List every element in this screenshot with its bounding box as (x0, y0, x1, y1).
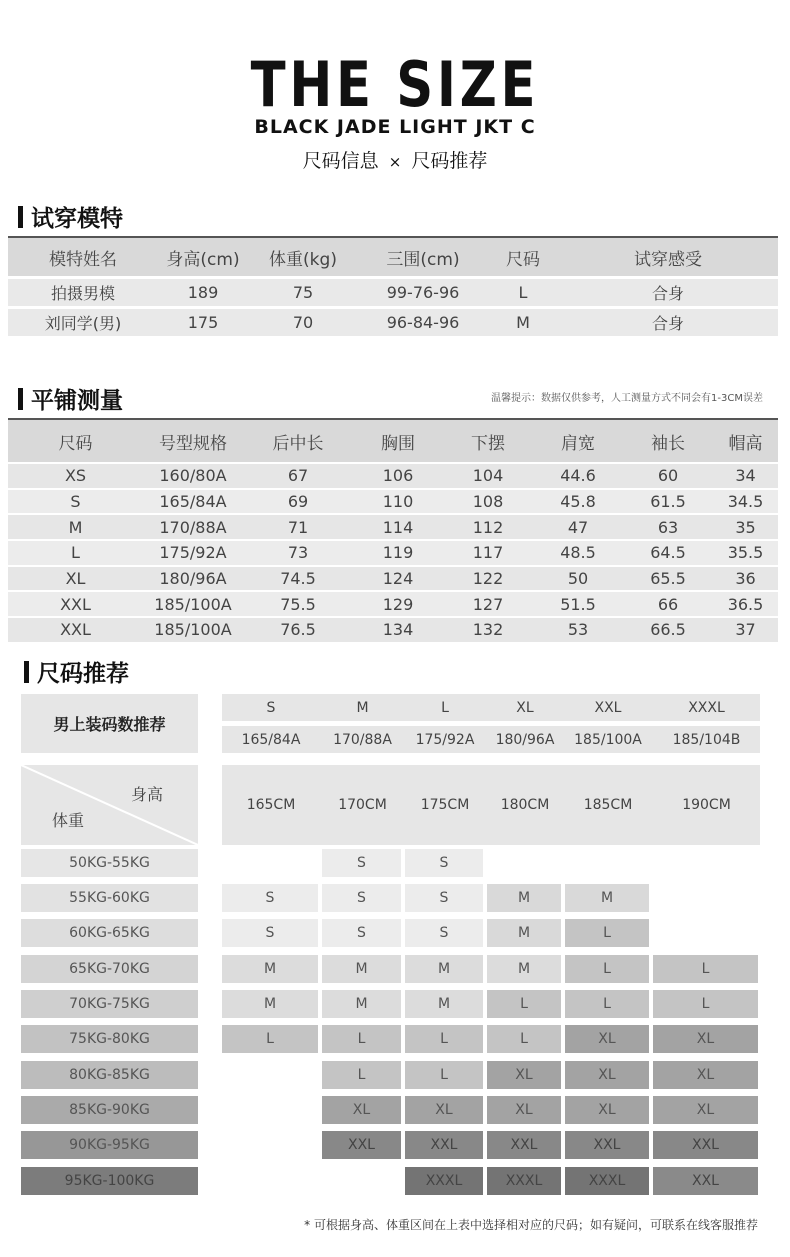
size-recommend-cell: S (222, 919, 318, 947)
measure-row (8, 541, 778, 565)
size-recommend-cell: S (222, 884, 318, 912)
measure-cell: 34 (735, 466, 756, 486)
recommend-section-title (24, 655, 129, 688)
measure-cell: S (70, 492, 81, 512)
size-recommend-cell: XXL (487, 1131, 561, 1159)
measure-cell: 106 (382, 466, 414, 486)
height-axis-label: 身高 (130, 784, 163, 804)
model-cell: 175 (187, 313, 219, 332)
measure-cell: 35.5 (727, 543, 764, 563)
measure-header-cell: 后中长 (272, 433, 324, 454)
size-recommend-cell: XL (653, 1061, 758, 1089)
measure-cell: XXL (60, 620, 91, 640)
measure-cell: 61.5 (650, 492, 686, 512)
size-recommend-cell: M (487, 884, 561, 912)
model-cell: 刘同学(男) (44, 314, 122, 333)
height-cell: 170CM (338, 797, 387, 813)
measure-cell: 76.5 (280, 620, 316, 640)
model-row (8, 279, 778, 306)
measure-cell: 185/100A (154, 620, 232, 640)
size-recommend-cell: S (405, 849, 483, 877)
size-recommend-cell: L (322, 1025, 401, 1053)
model-cell: 99-76-96 (386, 283, 460, 302)
model-section-title (18, 200, 123, 233)
measure-cell: 48.5 (560, 543, 596, 563)
measure-row (8, 515, 778, 539)
weight-range-cell: 50KG-55KG (21, 849, 198, 877)
size-recommend-cell: M (222, 990, 318, 1018)
size-recommend-cell: XXXL (565, 1167, 649, 1195)
model-cell: L (518, 283, 528, 302)
measure-header-cell: 下摆 (471, 433, 505, 454)
measure-cell: 53 (567, 620, 589, 640)
measure-cell: 119 (382, 543, 414, 563)
model-cell: 96-84-96 (386, 313, 460, 332)
measure-cell: 36.5 (727, 594, 764, 614)
spec-cell: 170/88A (333, 731, 392, 748)
height-cell: 185CM (583, 797, 633, 813)
measure-cell: 34.5 (727, 492, 764, 512)
measure-row (8, 618, 778, 642)
height-cell: 180CM (500, 797, 550, 813)
model-header-cell: 体重(kg) (269, 249, 337, 270)
spec-cell: 185/100A (574, 731, 642, 748)
model-cell: 拍摄男模 (50, 284, 115, 303)
measure-cell: 112 (472, 517, 504, 537)
measure-cell: 66 (657, 594, 679, 614)
weight-range-cell: 95KG-100KG (21, 1167, 198, 1195)
footnote: * 可根据身高、体重区间在上表中选择相对应的尺码；如有疑问，可联系在线客服推荐 (304, 1218, 758, 1232)
model-header-cell: 试穿感受 (634, 249, 702, 270)
measure-row (8, 592, 778, 616)
size-cell: XL (516, 699, 534, 716)
measure-cell: 63 (657, 517, 679, 537)
measure-header-row (8, 420, 778, 462)
size-recommend-cell: L (487, 1025, 561, 1053)
model-header-cell: 尺码 (506, 249, 540, 270)
measure-cell: XS (64, 466, 87, 486)
size-recommend-cell: XXL (565, 1131, 649, 1159)
size-recommend-cell: XXL (653, 1167, 758, 1195)
size-recommend-cell: L (322, 1061, 401, 1089)
spec-cell: 185/104B (672, 731, 741, 748)
size-recommend-cell: XL (565, 1096, 649, 1124)
size-cell: S (266, 699, 276, 716)
size-recommend-cell: M (322, 955, 401, 983)
measure-cell: 114 (382, 517, 414, 537)
recommend-label: 男上装码数推荐 (21, 694, 198, 753)
measure-cell: XXL (60, 594, 91, 614)
size-recommend-cell: XL (487, 1061, 561, 1089)
size-recommend-cell: L (565, 919, 649, 947)
size-recommend-cell: XXXL (405, 1167, 483, 1195)
measure-cell: 69 (287, 492, 309, 512)
measure-cell: 71 (287, 517, 309, 537)
height-cell: 190CM (682, 797, 731, 813)
page-title: THE SIZE (250, 48, 540, 121)
weight-axis-label: 体重 (51, 810, 84, 830)
measure-cell: 64.5 (650, 543, 686, 563)
measure-cell: 50 (567, 569, 589, 589)
measure-cell: 110 (382, 492, 414, 512)
section-bar (18, 206, 23, 228)
weight-range-cell: 70KG-75KG (21, 990, 198, 1018)
size-recommend-cell: L (405, 1061, 483, 1089)
measure-cell: 170/88A (159, 517, 227, 537)
size-recommend-cell: M (405, 955, 483, 983)
measure-header-cell: 尺码 (58, 433, 93, 454)
size-recommend-cell: XXL (405, 1131, 483, 1159)
header-cn-b: 尺码推荐 (411, 150, 488, 172)
weight-range-cell: 65KG-70KG (21, 955, 198, 983)
size-recommend-cell: S (322, 884, 401, 912)
measure-row (8, 567, 778, 591)
size-recommend-cell: XL (653, 1096, 758, 1124)
header-cn-a: 尺码信息 (302, 150, 379, 172)
measure-cell: 67 (287, 466, 309, 486)
measure-cell: 36 (735, 569, 756, 589)
measure-cell: 75.5 (280, 594, 316, 614)
measure-cell: 175/92A (159, 543, 227, 563)
measure-cell: 104 (472, 466, 504, 486)
measure-cell: 47 (567, 517, 589, 537)
size-recommend-cell: L (653, 955, 758, 983)
size-recommend-cell: XXL (322, 1131, 401, 1159)
size-recommend-cell: S (405, 884, 483, 912)
model-header-cell: 身高(cm) (166, 249, 240, 270)
measure-cell: 45.8 (560, 492, 596, 512)
measure-cell: 51.5 (560, 594, 596, 614)
measure-cell: 122 (472, 569, 504, 589)
measure-cell: 160/80A (159, 466, 227, 486)
size-recommend-cell: XL (565, 1025, 649, 1053)
weight-range-cell: 55KG-60KG (21, 884, 198, 912)
size-recommend-cell: M (487, 919, 561, 947)
size-recommend-cell: XL (322, 1096, 401, 1124)
measure-header-cell: 胸围 (381, 433, 415, 454)
measure-cell: 60 (657, 466, 679, 486)
size-recommend-cell: XXL (653, 1131, 758, 1159)
measure-cell: 132 (472, 620, 504, 640)
size-recommend-cell: S (322, 849, 401, 877)
size-recommend-cell: M (222, 955, 318, 983)
measure-header-cell: 袖长 (651, 433, 685, 454)
measure-header-cell: 帽高 (728, 433, 763, 454)
measure-cell: 35 (735, 517, 756, 537)
recommend-section-label: 尺码推荐 (37, 661, 129, 687)
model-cell: M (516, 313, 530, 332)
product-name: BLACK JADE LIGHT JKT C (254, 116, 536, 138)
header-cn-x: × (388, 153, 402, 171)
model-section-label: 试穿模特 (31, 206, 123, 232)
model-header-row (8, 238, 778, 276)
model-cell: 70 (292, 313, 314, 332)
measure-cell: 134 (382, 620, 414, 640)
size-recommend-cell: XL (565, 1061, 649, 1089)
size-recommend-cell: XL (653, 1025, 758, 1053)
size-cell: XXXL (688, 699, 725, 716)
measure-cell: 73 (287, 543, 309, 563)
size-recommend-cell: L (565, 990, 649, 1018)
measure-cell: 185/100A (154, 594, 232, 614)
size-recommend-cell: M (322, 990, 401, 1018)
size-recommend-cell: M (565, 884, 649, 912)
size-cell: XXL (594, 699, 622, 716)
measure-table (8, 420, 778, 644)
measure-note: 温馨提示：数据仅供参考，人工测量方式不同会有1-3CM误差 (491, 393, 763, 404)
size-recommend-cell: L (653, 990, 758, 1018)
spec-cell: 165/84A (241, 731, 301, 748)
size-recommend-cell: XL (405, 1096, 483, 1124)
measure-cell: 117 (472, 543, 504, 563)
size-recommend-cell: L (222, 1025, 318, 1053)
size-recommend-cell: L (405, 1025, 483, 1053)
measure-cell: 44.6 (560, 466, 596, 486)
measure-cell: 66.5 (650, 620, 686, 640)
measure-row (8, 490, 778, 514)
weight-range-cell: 80KG-85KG (21, 1061, 198, 1089)
measure-cell: 37 (735, 620, 756, 640)
measure-section-label: 平铺测量 (31, 388, 123, 414)
size-cell: M (356, 699, 369, 716)
section-bar (18, 388, 23, 410)
height-cell: 165CM (246, 797, 296, 813)
size-recommend-cell: L (565, 955, 649, 983)
measure-row (8, 464, 778, 488)
weight-range-cell: 75KG-80KG (21, 1025, 198, 1053)
spec-cell: 175/92A (415, 731, 475, 748)
size-recommend-cell: S (405, 919, 483, 947)
section-bar (24, 661, 29, 683)
size-cell: L (441, 699, 449, 716)
size-recommend-cell: M (487, 955, 561, 983)
header-cn-line (0, 146, 790, 173)
size-recommend-cell: S (322, 919, 401, 947)
measure-cell: 165/84A (159, 492, 227, 512)
measure-cell: L (71, 543, 80, 563)
model-cell: 合身 (651, 284, 684, 303)
measure-header-cell: 号型规格 (159, 433, 227, 454)
measure-cell: M (68, 517, 83, 537)
measure-cell: 129 (382, 594, 414, 614)
model-row (8, 309, 778, 336)
measure-cell: 127 (472, 594, 504, 614)
model-cell: 75 (292, 283, 314, 302)
measure-cell: 108 (472, 492, 504, 512)
weight-range-cell: 85KG-90KG (21, 1096, 198, 1124)
measure-header-cell: 肩宽 (561, 433, 595, 454)
size-recommend-cell: XXXL (487, 1167, 561, 1195)
measure-cell: XL (65, 569, 86, 589)
measure-cell: 74.5 (280, 569, 316, 589)
spec-cell: 180/96A (495, 731, 555, 748)
model-header-cell: 模特姓名 (49, 249, 117, 270)
size-recommend-cell: XL (487, 1096, 561, 1124)
size-recommend-cell: L (487, 990, 561, 1018)
weight-range-cell: 90KG-95KG (21, 1131, 198, 1159)
size-recommend-cell: M (405, 990, 483, 1018)
measure-cell: 180/96A (159, 569, 227, 589)
model-header-cell: 三围(cm) (386, 249, 460, 270)
measure-section-title (18, 382, 123, 415)
model-table (8, 238, 778, 339)
model-cell: 189 (187, 283, 219, 302)
height-cell: 175CM (420, 797, 470, 813)
weight-range-cell: 60KG-65KG (21, 919, 198, 947)
model-cell: 合身 (651, 314, 684, 333)
measure-cell: 65.5 (650, 569, 686, 589)
measure-cell: 124 (382, 569, 414, 589)
